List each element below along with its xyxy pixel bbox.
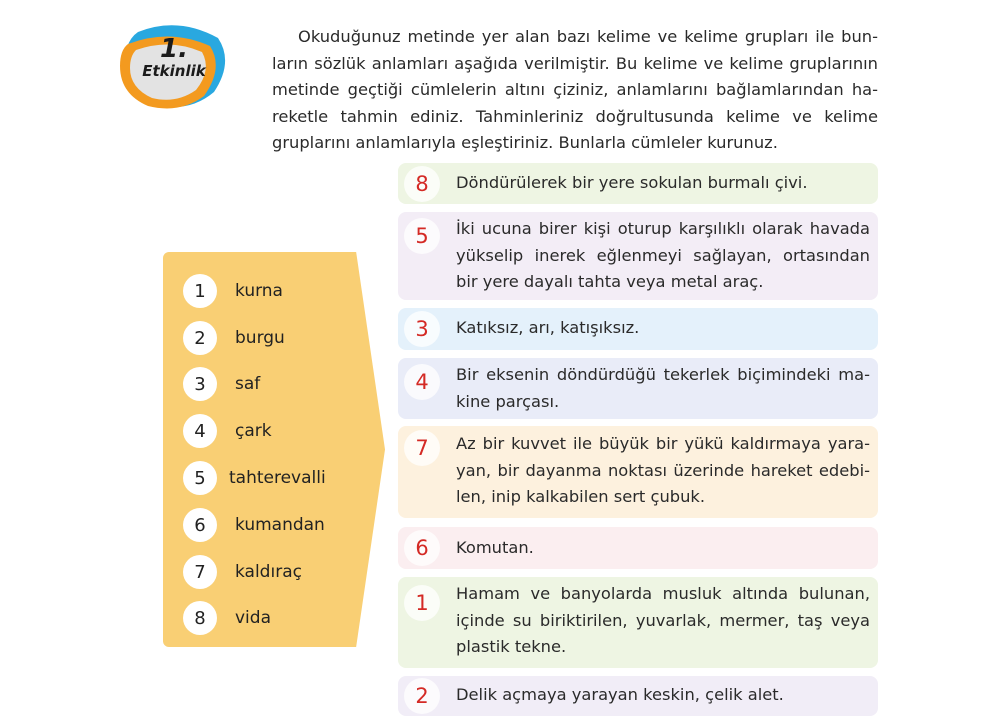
word-number: 5 (183, 461, 217, 495)
word-item (183, 414, 272, 448)
instructions-paragraph (272, 24, 878, 157)
word-item (183, 601, 271, 635)
definition-line: bir yere dayalı tahta veya metal araç. (456, 272, 764, 291)
definition-box (398, 308, 878, 350)
word-number: 3 (183, 367, 217, 401)
word-text: kumandan (235, 515, 325, 535)
word-number: 4 (183, 414, 217, 448)
answer-number: 1 (404, 585, 440, 621)
definition-box (398, 577, 878, 668)
activity-number: 1. (160, 34, 188, 64)
definition-box (398, 527, 878, 569)
definition-box (398, 358, 878, 419)
definition-box (398, 426, 878, 518)
word-text: vida (235, 608, 271, 628)
answer-number: 5 (404, 218, 440, 254)
definition-line: Komutan. (456, 538, 534, 557)
answer-number: 2 (404, 678, 440, 714)
word-text: burgu (235, 328, 285, 348)
word-number: 2 (183, 321, 217, 355)
word-item (183, 321, 285, 355)
definition-line: İki ucuna birer kişi oturup karşılıklı olarak havada (456, 219, 870, 238)
definition-line: Bir eksenin döndürdüğü tekerlek biçimindeki ma- (456, 365, 870, 384)
definition-line: yükselip inerek eğlenmeyi sağlayan, ortasından (456, 245, 870, 265)
definition-line: Delik açmaya yarayan keskin, çelik alet. (456, 685, 784, 704)
answer-number: 4 (404, 364, 440, 400)
definition-box (398, 163, 878, 204)
definition-line: kine parçası. (456, 391, 560, 411)
word-number: 1 (183, 274, 217, 308)
definition-line: yan, bir dayanma noktası üzerinde hareket edebi- (456, 460, 870, 480)
definition-line: içinde su biriktirilen, yuvarlak, mermer, taş veya (456, 610, 870, 630)
word-text: tahterevalli (229, 468, 326, 488)
word-number: 6 (183, 508, 217, 542)
definition-line: Az bir kuvvet ile büyük bir yükü kaldırmaya yara- (456, 434, 870, 453)
word-item (183, 555, 302, 589)
instructions-line: gruplarını anlamlarıyla eşleştiriniz. Bunlarla cümleler kurunuz. (272, 133, 778, 152)
definition-line: Katıksız, arı, katışıksız. (456, 318, 640, 337)
word-item (183, 461, 326, 495)
answer-number: 3 (404, 311, 440, 347)
instructions-line: ların sözlük anlamları aşağıda verilmiştir. Bu kelime ve kelime gruplarının (272, 53, 878, 73)
instructions-line: metinde geçtiği cümlelerin altını çiziniz, anlamlarını bağlamlarından ha- (272, 80, 878, 99)
answer-number: 8 (404, 166, 440, 202)
definition-line: Döndürülerek bir yere sokulan burmalı çivi. (456, 173, 808, 192)
definition-line: len, inip kalkabilen sert çubuk. (456, 487, 706, 506)
activity-label: Etkinlik (142, 62, 206, 80)
definition-line: plastik tekne. (456, 637, 567, 656)
word-item (183, 274, 283, 308)
instructions-line: reketle tahmin ediniz. Tahminleriniz doğrultusunda kelime ve kelime (272, 106, 878, 126)
word-text: çark (235, 421, 272, 441)
instructions-line: Okuduğunuz metinde yer alan bazı kelime ve kelime grupları ile bun- (298, 27, 878, 46)
definition-line: Hamam ve banyolarda musluk altında bulunan, (456, 584, 870, 603)
definition-box (398, 212, 878, 300)
word-text: saf (235, 374, 261, 394)
definition-box (398, 676, 878, 716)
answer-number: 6 (404, 530, 440, 566)
answer-number: 7 (404, 430, 440, 466)
word-number: 7 (183, 555, 217, 589)
word-text: kurna (235, 281, 283, 301)
word-item (183, 367, 260, 401)
word-text: kaldıraç (235, 562, 302, 582)
activity-badge (118, 36, 230, 80)
word-number: 8 (183, 601, 217, 635)
word-item (183, 508, 325, 542)
